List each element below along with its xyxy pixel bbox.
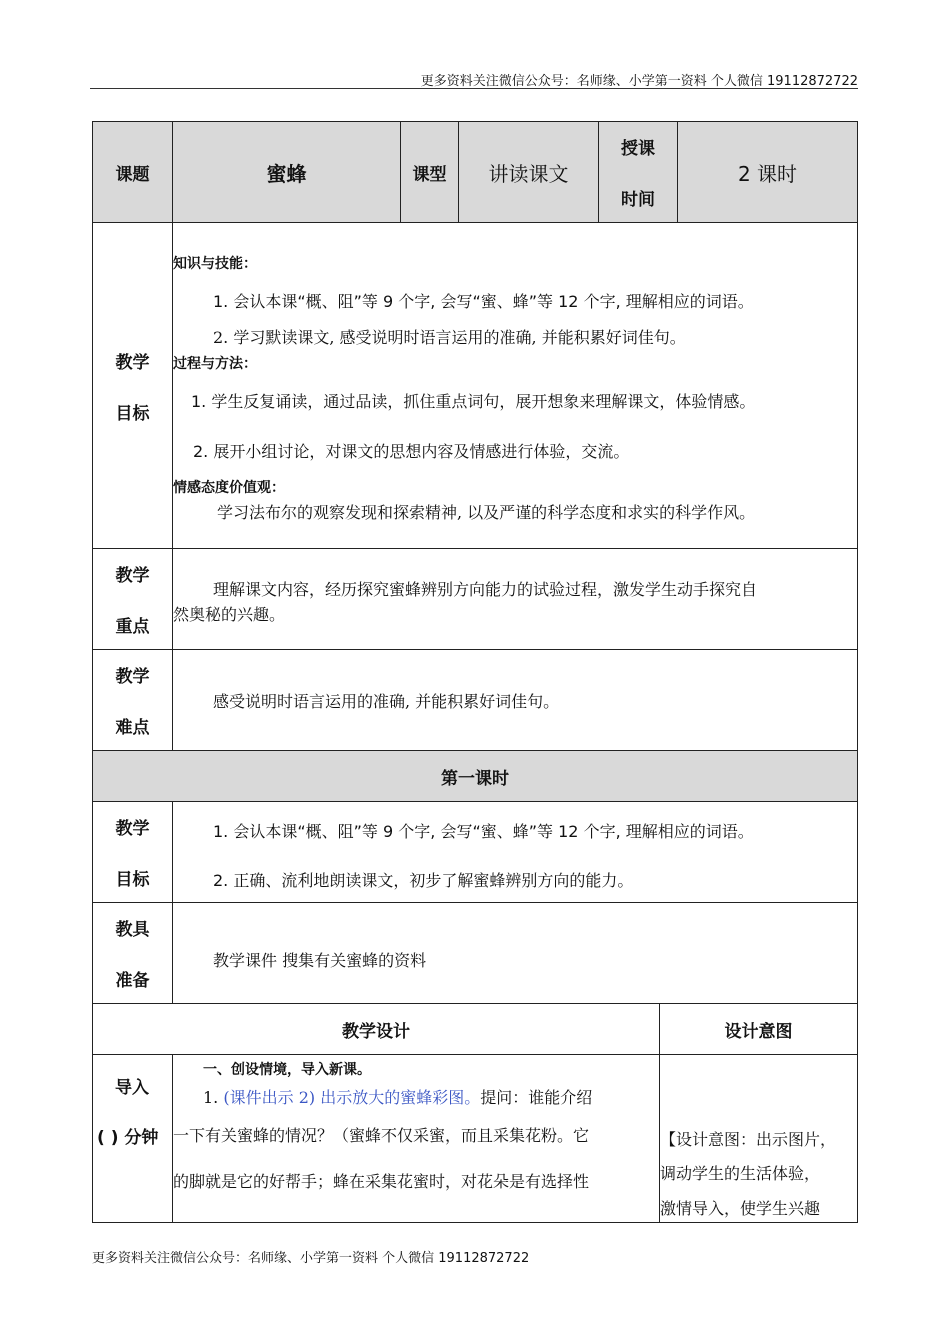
intro-line-1 [203,1085,592,1108]
key-points-label-line-2: 重点 [115,617,150,637]
knowledge-item-1: 1. 会认本课“概、阻”等 9 个字, 会写“蜜、蜂”等 12 个字, 理解相应的词语。 [213,292,754,311]
intro-line-2: 一下有关蜜蜂的情况？（蜜蜂不仅采蜜，而且采集花粉。它 [173,1126,590,1145]
difficulties-content [172,649,858,751]
lesson-goals-label-line-2: 目标 [115,870,150,890]
goals-label-line-1: 教学 [115,352,150,373]
topic-value: 蜜蜂 [172,121,401,223]
intro-content [172,1054,660,1223]
lesson-goal-1: 1. 会认本课“概、阻”等 9 个字, 会写“蜜、蜂”等 12 个字, 理解相应的词语。 [213,822,754,841]
key-points-content [172,548,858,650]
tools-label-line-2: 准备 [115,971,150,991]
intent-header: 设计意图 [659,1003,858,1055]
goals-label [92,222,173,549]
intro-intent-line-2: 调动学生的生活体验， [660,1164,821,1183]
knowledge-item-2: 2. 学习默读课文, 感受说明时语言运用的准确, 并能积累好词佳句。 [213,328,686,347]
intro-line-3: 的脚就是它的好帮手；蜂在采集花蜜时，对花朵是有选择性 [173,1172,590,1191]
header-contact-text: 更多资料关注微信公众号：名师缘、小学第一资料 个人微信 19112872722 [420,74,858,89]
intro-line-1-rest: 提问：谁能介绍 [480,1088,593,1107]
time-label-line-1: 授课 [621,139,655,159]
intro-label [92,1054,173,1223]
first-lesson-header: 第一课时 [92,750,858,802]
intro-label-line-2: ( ) 分钟 [97,1128,159,1148]
goals-label-line-2: 目标 [115,403,150,424]
key-points-label [92,548,173,650]
goals-content [172,222,858,549]
intro-line-1-highlight: (课件出示 2) 出示放大的蜜蜂彩图。 [223,1088,481,1107]
type-label: 课型 [400,121,459,223]
lesson-goal-2: 2. 正确、流利地朗读课文，初步了解蜜蜂辨别方向的能力。 [213,871,634,890]
header-divider [90,88,858,89]
process-item-2: 2. 展开小组讨论，对课文的思想内容及情感进行体验，交流。 [193,442,630,461]
lesson-goals-content [172,801,858,903]
tools-label-line-1: 教具 [115,920,150,940]
lesson-goals-label [92,801,173,903]
type-value: 讲读课文 [458,121,599,223]
difficulties-label-line-2: 难点 [115,718,150,738]
difficulties-label [92,649,173,751]
design-header: 教学设计 [92,1003,660,1055]
intro-intent-line-1: 【设计意图：出示图片， [660,1130,837,1149]
intro-label-line-1: 导入 [115,1078,149,1098]
tools-label [92,902,173,1004]
process-title: 过程与方法： [173,356,257,372]
intro-section-title: 一、创设情境，导入新课。 [203,1062,371,1078]
tools-text: 教学课件 搜集有关蜜蜂的资料 [213,951,427,970]
process-item-1: 1. 学生反复诵读，通过品读，抓住重点词句，展开想象来理解课文，体验情感。 [191,392,756,411]
intro-intent [659,1054,858,1223]
emotion-item-1: 学习法布尔的观察发现和探索精神, 以及严谨的科学态度和求实的科学作风。 [217,503,756,522]
key-points-label-line-1: 教学 [115,566,150,586]
knowledge-title: 知识与技能： [173,256,257,272]
intro-line-1-prefix: 1. [203,1088,224,1107]
footer-contact-text: 更多资料关注微信公众号：名师缘、小学第一资料 个人微信 19112872722 [92,1251,530,1266]
difficulties-label-line-1: 教学 [115,667,150,687]
time-value: 2 课时 [677,121,858,223]
time-label-line-2: 时间 [621,190,655,210]
lesson-goals-label-line-1: 教学 [115,819,150,839]
topic-label: 课题 [92,121,173,223]
key-points-line-1: 理解课文内容，经历探究蜜蜂辨别方向能力的试验过程，激发学生动手探究自 [213,580,758,599]
emotion-title: 情感态度价值观： [173,480,285,496]
difficulties-text: 感受说明时语言运用的准确, 并能积累好词佳句。 [213,692,560,711]
tools-content [172,902,858,1004]
key-points-line-2: 然奥秘的兴趣。 [173,605,286,624]
intro-intent-line-3: 激情导入，使学生兴趣 [660,1199,821,1218]
time-label [598,121,678,223]
